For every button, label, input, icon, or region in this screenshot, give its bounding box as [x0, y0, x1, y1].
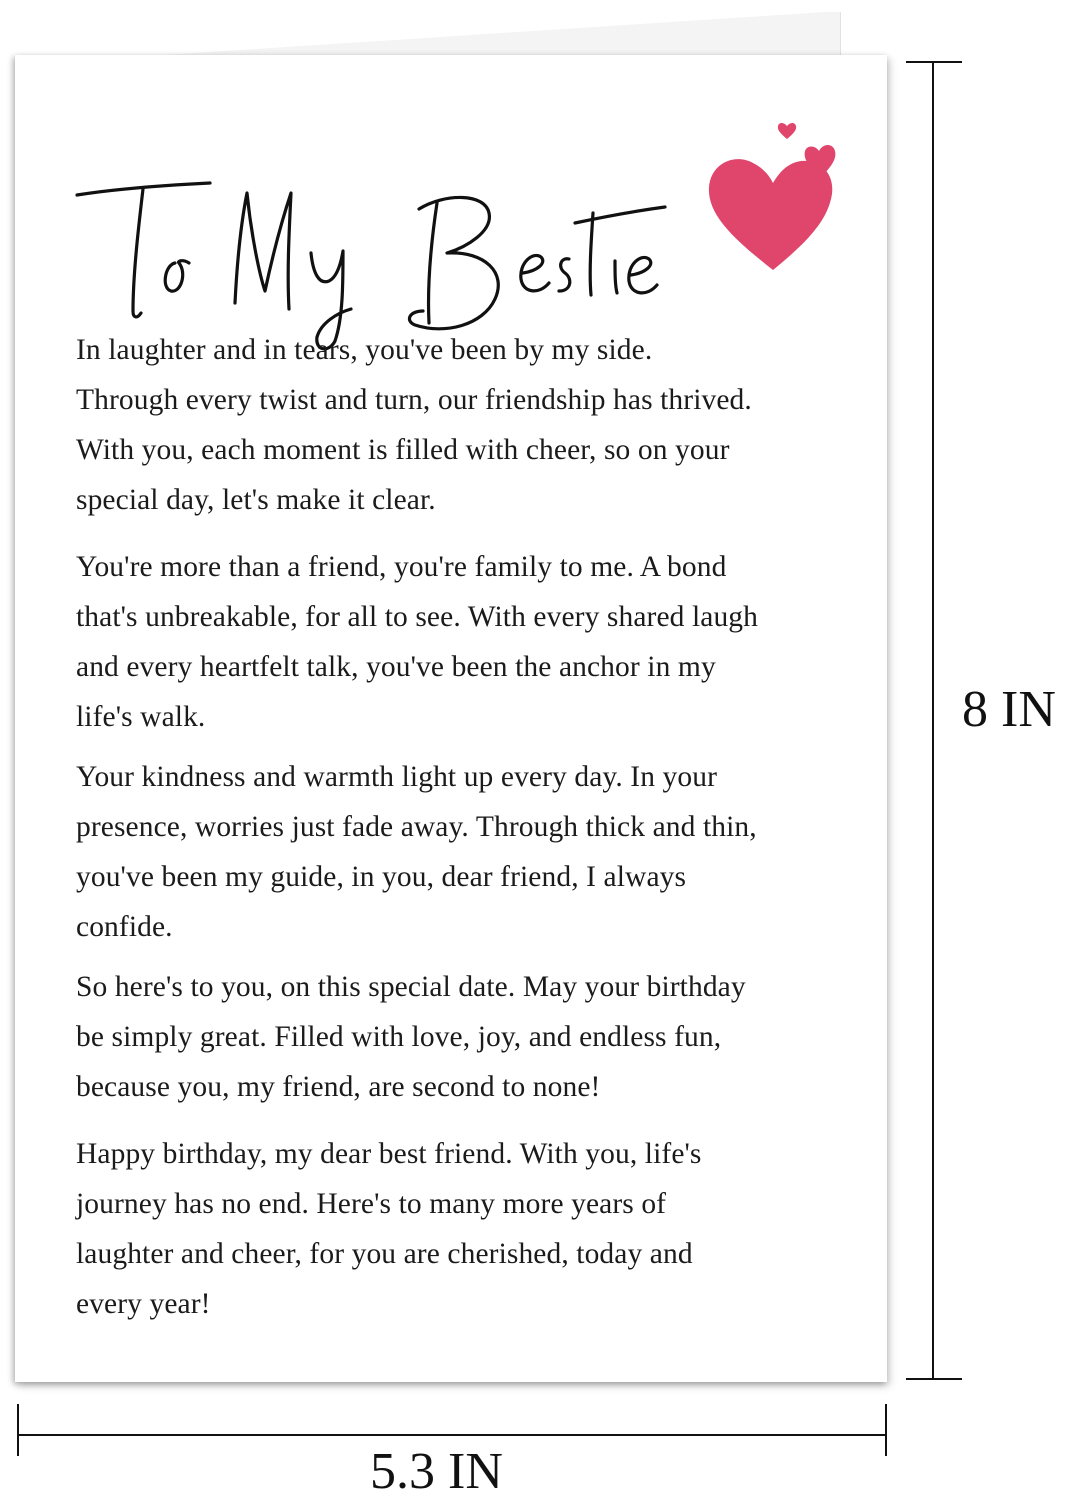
height-dimension-cap-bottom: [906, 1378, 962, 1380]
poem-stanza: You're more than a friend, you're family to me. A bond that's unbreakable, for all to see. With every shared laugh and every heartfelt talk, you've been the anchor in my life's walk.: [76, 551, 759, 733]
width-dimension-label: 5.3 IN: [370, 1443, 503, 1500]
greeting-card: [15, 55, 887, 1382]
poem-stanza: Happy birthday, my dear best friend. With you, life's journey has no end. Here's to many more years of laughter and cheer, for you are cherished, today and every year!: [76, 1138, 702, 1320]
width-dimension-line: [18, 1434, 886, 1436]
height-dimension-label: 8 IN: [962, 681, 1056, 738]
poem-stanza: So here's to you, on this special date. May your birthday be simply great. Filled with love, joy, and endless fun, because you, my friend, are second to none!: [76, 971, 746, 1103]
heart-icon: [705, 115, 850, 275]
height-dimension-line: [932, 62, 934, 1380]
card-title-script: [75, 113, 675, 358]
height-dimension-cap-top: [906, 61, 962, 63]
width-dimension-cap-right: [885, 1404, 887, 1456]
width-dimension-cap-left: [17, 1404, 19, 1456]
poem-stanza: Your kindness and warmth light up every day. In your presence, worries just fade away. Through thick and thin, you've been my guide, in you, dear friend, I always confide.: [76, 761, 757, 943]
poem-stanza: In laughter and in tears, you've been by my side. Through every twist and turn, our friendship has thrived. With you, each moment is filled with cheer, so on your special day, let's make it clear.: [76, 334, 752, 516]
poem-body: [76, 325, 866, 1329]
